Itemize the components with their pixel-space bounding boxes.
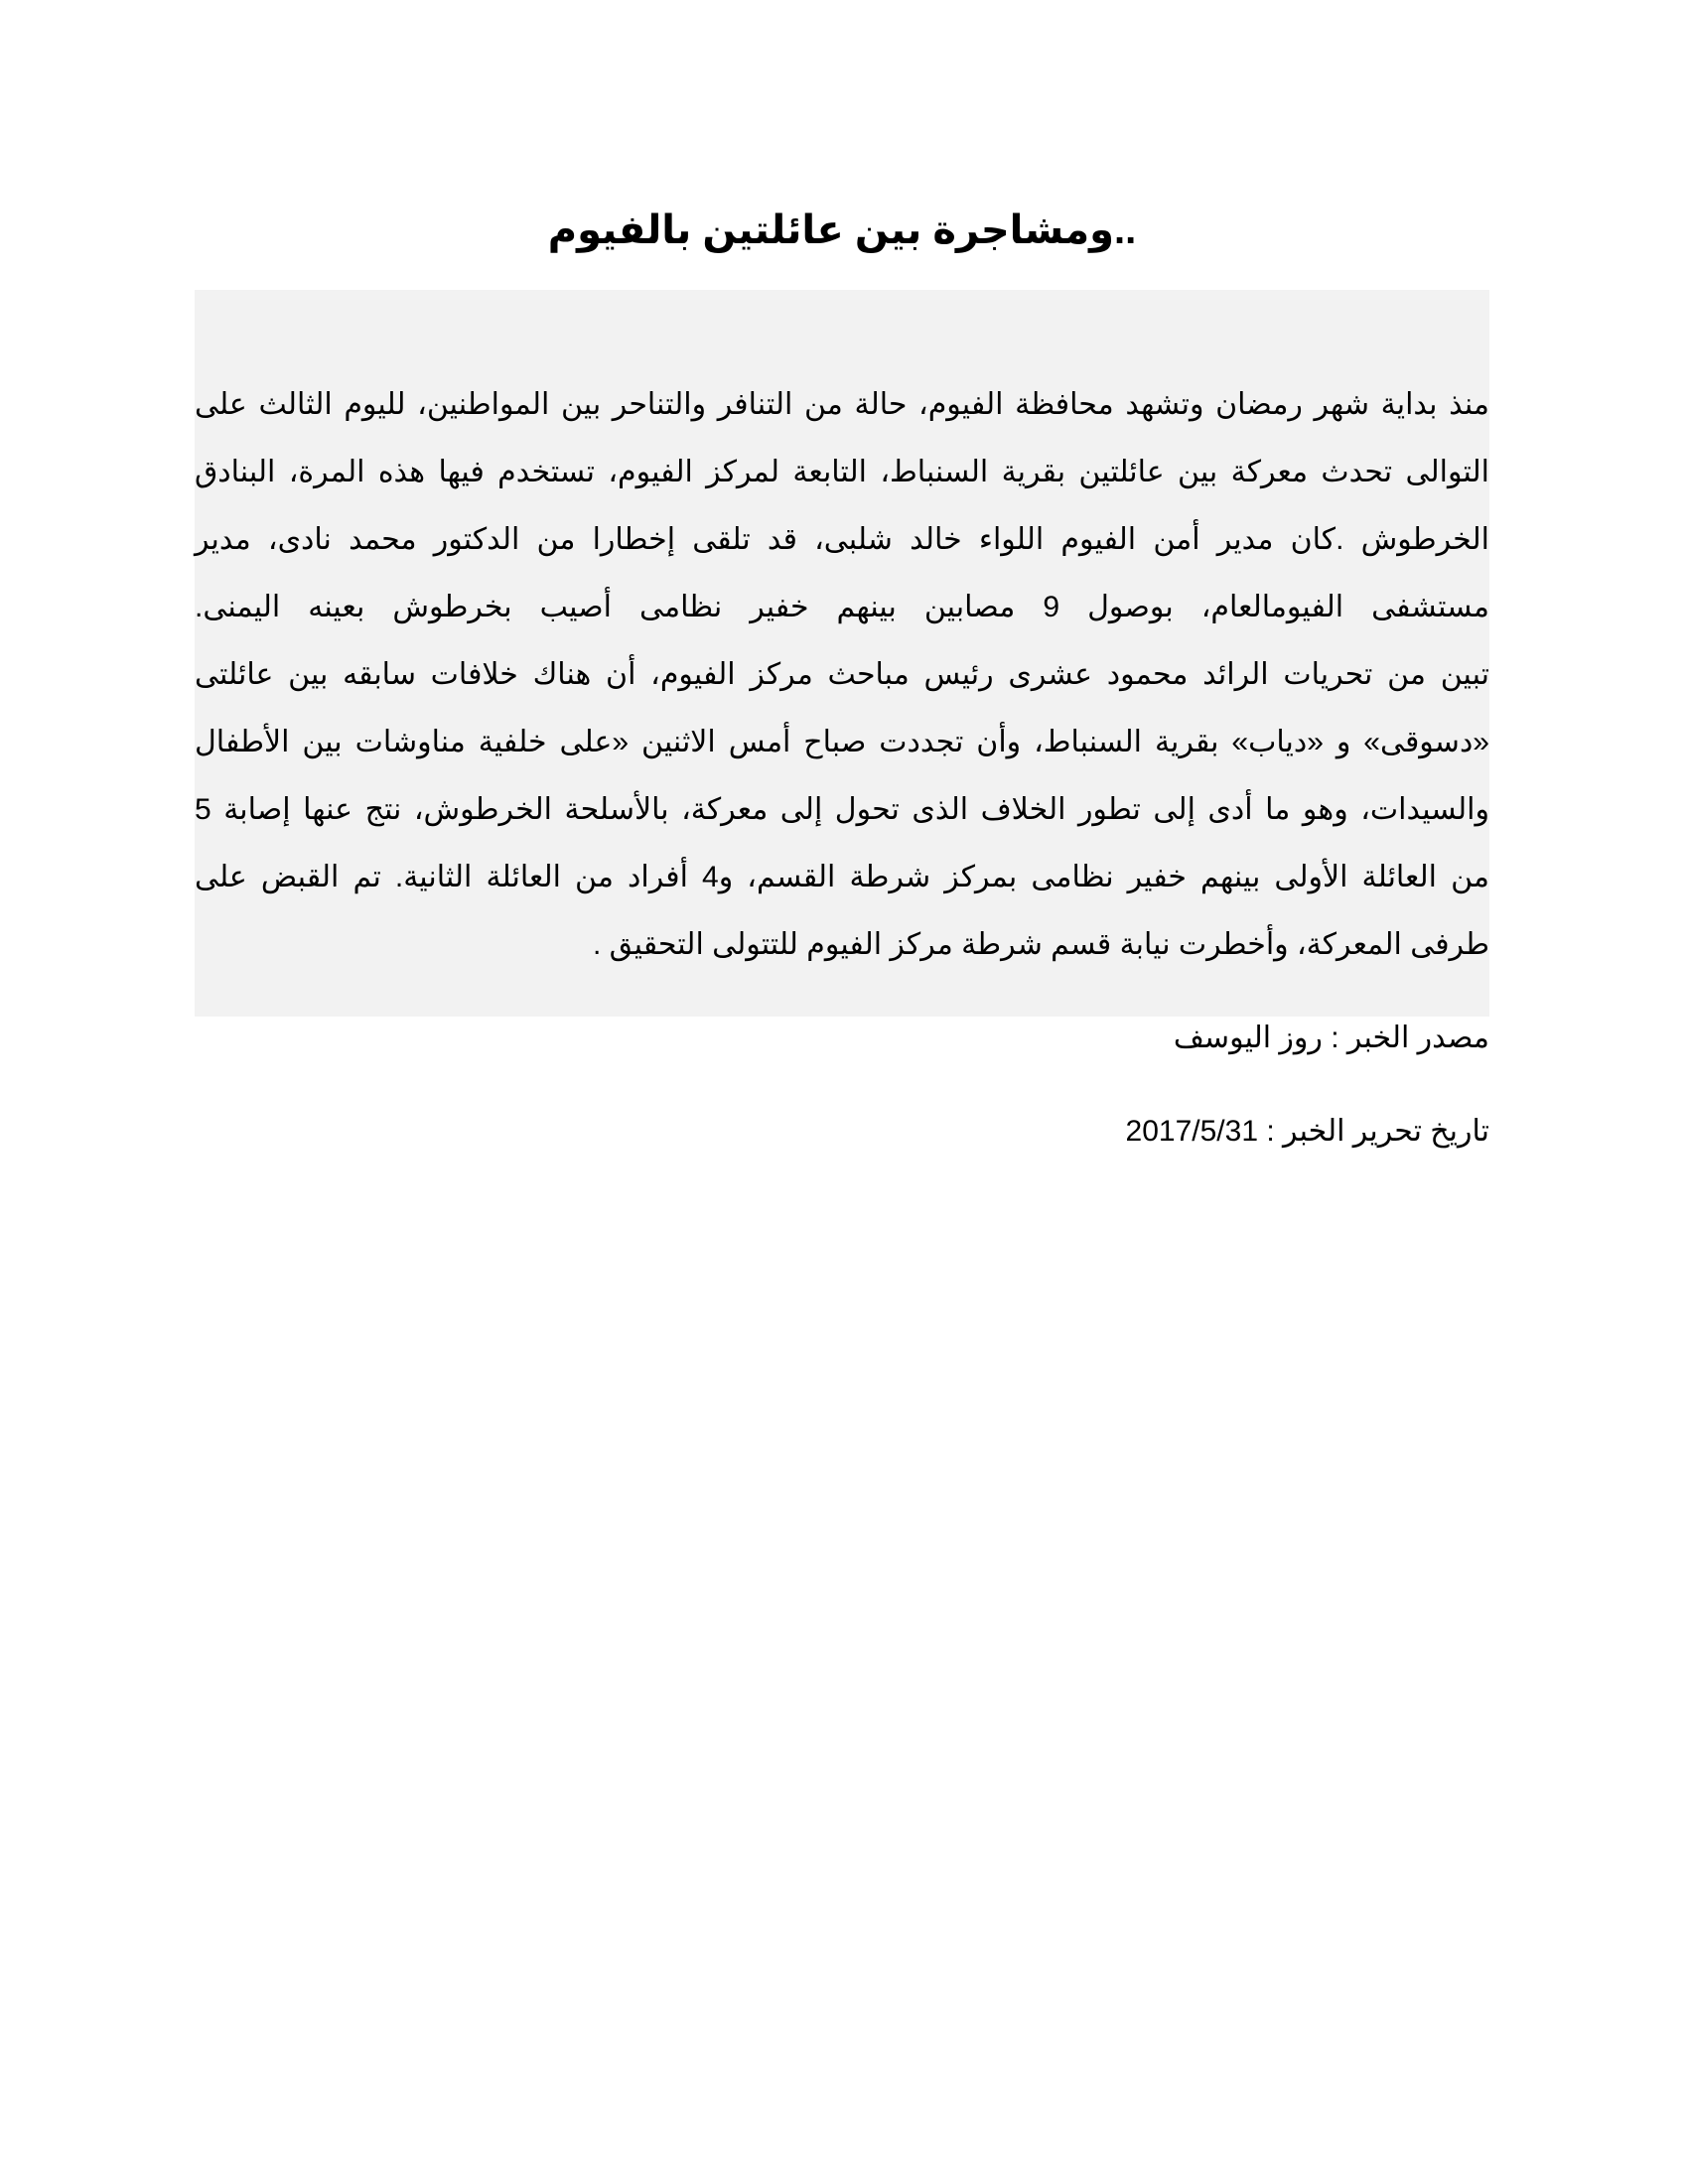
article-line: طرفى المعركة، وأخطرت نيابة قسم شرطة مركز الفيوم للتتولى التحقيق . (195, 911, 1489, 979)
article-line: «دسوقى» و «دياب» بقرية السنباط، وأن تجددت صباح أمس الاثنين «على خلفية مناوشات بين الأطفال (195, 709, 1489, 776)
article-line: التوالى تحدث معركة بين عائلتين بقرية السنباط، التابعة لمركز الفيوم، تستخدم فيها هذه المرة، البنادق (195, 439, 1489, 506)
article-line: الخرطوش .كان مدير أمن الفيوم اللواء خالد شلبى، قد تلقى إخطارا من الدكتور محمد نادى، مدير (195, 506, 1489, 574)
article-title: ..ومشاجرة بين عائلتين بالفيوم (547, 208, 1137, 252)
news-source: مصدر الخبر : روز اليوسف (1173, 1022, 1489, 1054)
article-line: والسيدات، وهو ما أدى إلى تطور الخلاف الذى تحول إلى معركة، بالأسلحة الخرطوش، نتج عنها إصابة 5 (195, 776, 1489, 844)
edit-date: تاريخ تحرير الخبر : 2017/5/31 (1125, 1115, 1489, 1148)
article-line: منذ بداية شهر رمضان وتشهد محافظة الفيوم، حالة من التنافر والتناحر بين المواطنين، لليوم الثالث على (195, 371, 1489, 439)
article-line: من العائلة الأولى بينهم خفير نظامى بمركز شرطة القسم، و4 أفراد من العائلة الثانية. تم القبض على (195, 844, 1489, 911)
article-body (195, 371, 1489, 979)
article-line: مستشفى الفيومالعام، بوصول 9 مصابين بينهم خفير نظامى أصيب بخرطوش بعينه اليمنى. (195, 574, 1489, 641)
article-line: تبين من تحريات الرائد محمود عشرى رئيس مباحث مركز الفيوم، أن هناك خلافات سابقه بين عائلتى (195, 641, 1489, 709)
